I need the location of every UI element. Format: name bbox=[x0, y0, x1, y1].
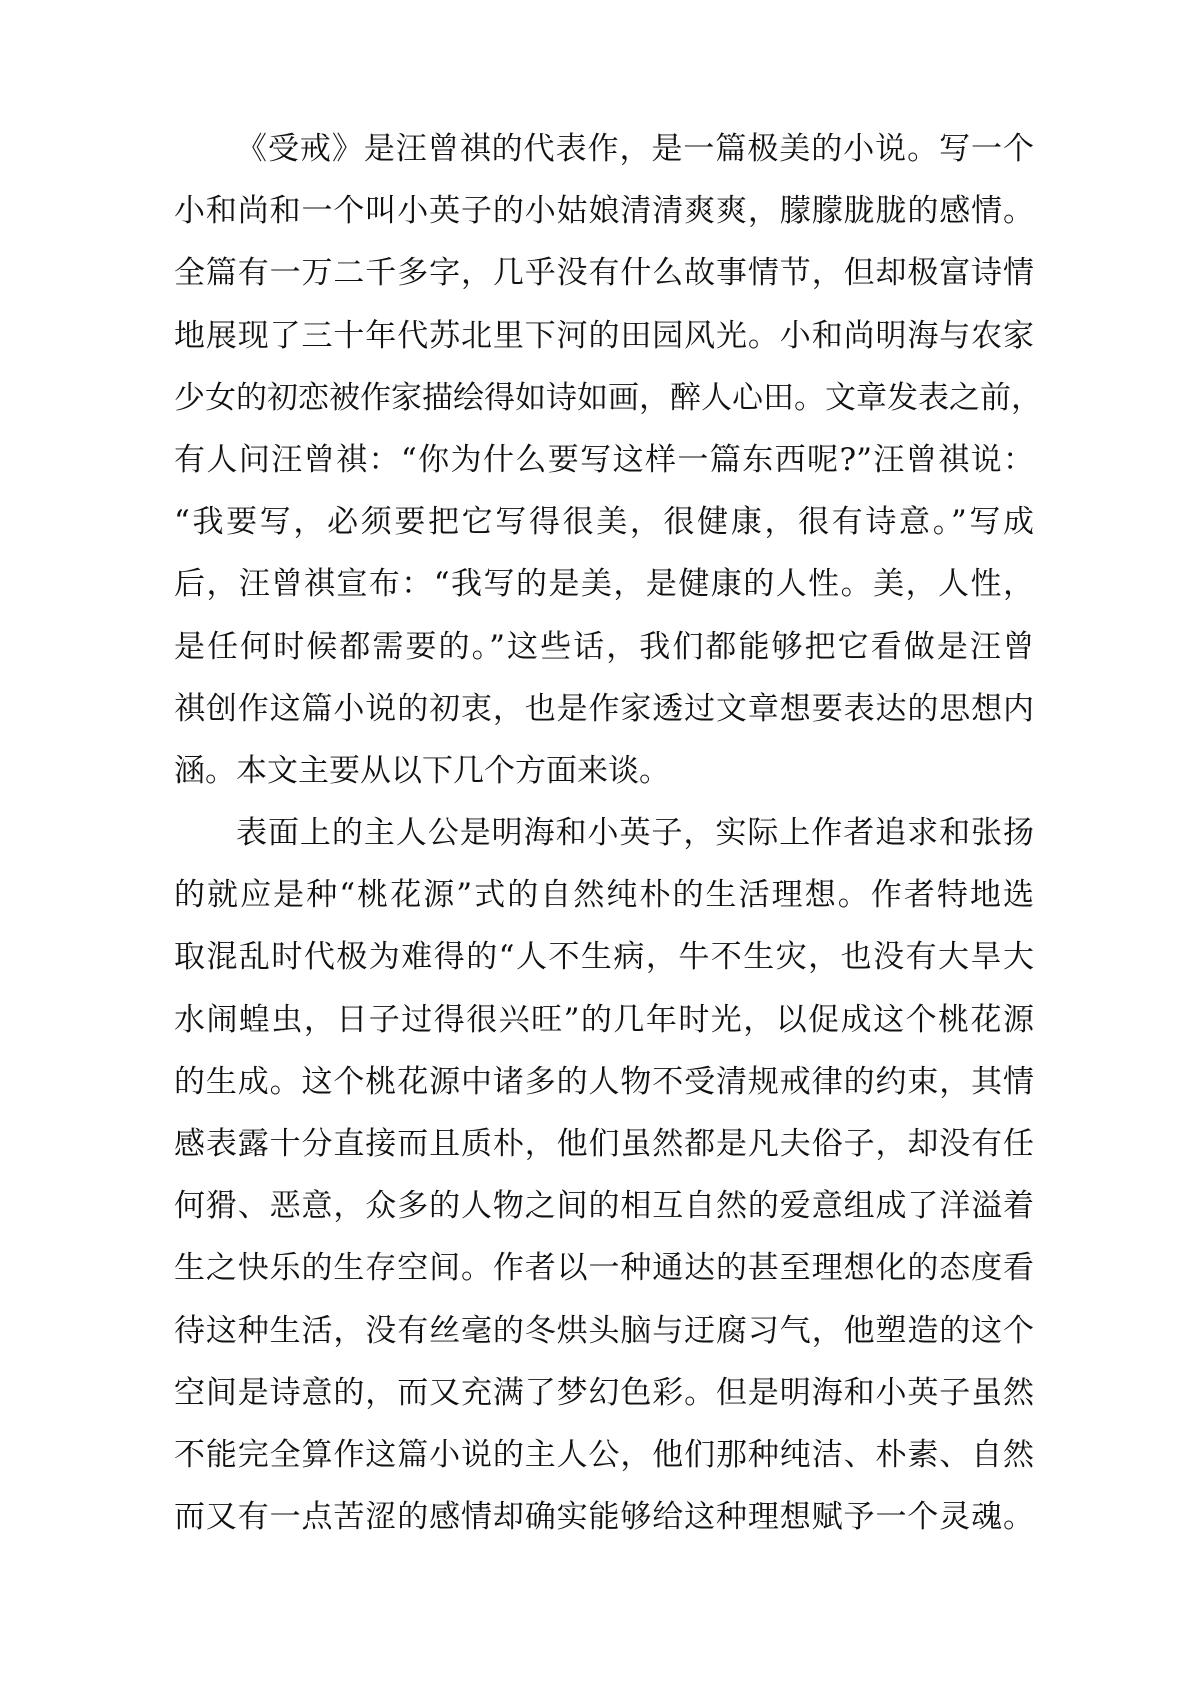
paragraph-1 bbox=[174, 118, 1042, 802]
paragraph-line: 待这种生活，没有丝毫的冬烘头脑与迂腐习气，他塑造的这个 bbox=[174, 1312, 1034, 1349]
paragraph-2 bbox=[174, 802, 1034, 1548]
paragraph-line: 地展现了三十年代苏北里下河的田园风光。小和尚明海与农家 bbox=[174, 317, 1034, 354]
paragraph-line: 而又有一点苦涩的感情却确实能够给这种理想赋予一个灵魂。 bbox=[174, 1499, 1034, 1536]
paragraph-line: 《受戒》是汪曾祺的代表作，是一篇极美的小说。写一个 bbox=[236, 131, 1034, 167]
paragraph-line: 的就应是种“桃花源”式的自然纯朴的生活理想。作者特地选 bbox=[174, 877, 1034, 914]
paragraph-line: 不能完全算作这篇小说的主人公，他们那种纯洁、朴素、自然 bbox=[174, 1436, 1034, 1473]
paragraph-line: 祺创作这篇小说的初衷，也是作家透过文章想要表达的思想内 bbox=[174, 690, 1034, 727]
paragraph-line: 空间是诗意的，而又充满了梦幻色彩。但是明海和小英子虽然 bbox=[174, 1374, 1034, 1411]
paragraph-line: 少女的初恋被作家描绘得如诗如画，醉人心田。文章发表之前， bbox=[174, 379, 1042, 416]
paragraph-line: 后，汪曾祺宣布：“我写的是美，是健康的人性。美，人性， bbox=[174, 566, 1034, 603]
paragraph-line: 有人问汪曾祺：“你为什么要写这样一篇东西呢?”汪曾祺说： bbox=[174, 441, 1034, 478]
paragraph-line: 感表露十分直接而且质朴，他们虽然都是凡夫俗子，却没有任 bbox=[174, 1126, 1034, 1162]
paragraph-line: 全篇有一万二千多字，几乎没有什么故事情节，但却极富诗情 bbox=[174, 255, 1034, 292]
paragraph-line: 取混乱时代极为难得的“人不生病，牛不生灾，也没有大旱大 bbox=[174, 939, 1034, 976]
document-body bbox=[174, 118, 1042, 1548]
paragraph-line: 涵。本文主要从以下几个方面来谈。 bbox=[174, 752, 670, 789]
paragraph-line: 是任何时候都需要的。”这些话，我们都能够把它看做是汪曾 bbox=[174, 628, 1034, 665]
paragraph-line: 表面上的主人公是明海和小英子，实际上作者追求和张扬 bbox=[236, 815, 1034, 852]
paragraph-line: 水闹蝗虫，日子过得很兴旺”的几年时光，以促成这个桃花源 bbox=[174, 1001, 1034, 1038]
paragraph-line: “我要写，必须要把它写得很美，很健康，很有诗意。”写成 bbox=[174, 504, 1034, 541]
paragraph-line: 生之快乐的生存空间。作者以一种通达的甚至理想化的态度看 bbox=[174, 1250, 1034, 1287]
paragraph-line: 小和尚和一个叫小英子的小姑娘清清爽爽，朦朦胧胧的感情。 bbox=[174, 193, 1034, 230]
paragraph-line: 何猾、恶意，众多的人物之间的相互自然的爱意组成了洋溢着 bbox=[174, 1188, 1034, 1225]
paragraph-line: 的生成。这个桃花源中诸多的人物不受清规戒律的约束，其情 bbox=[174, 1063, 1034, 1100]
